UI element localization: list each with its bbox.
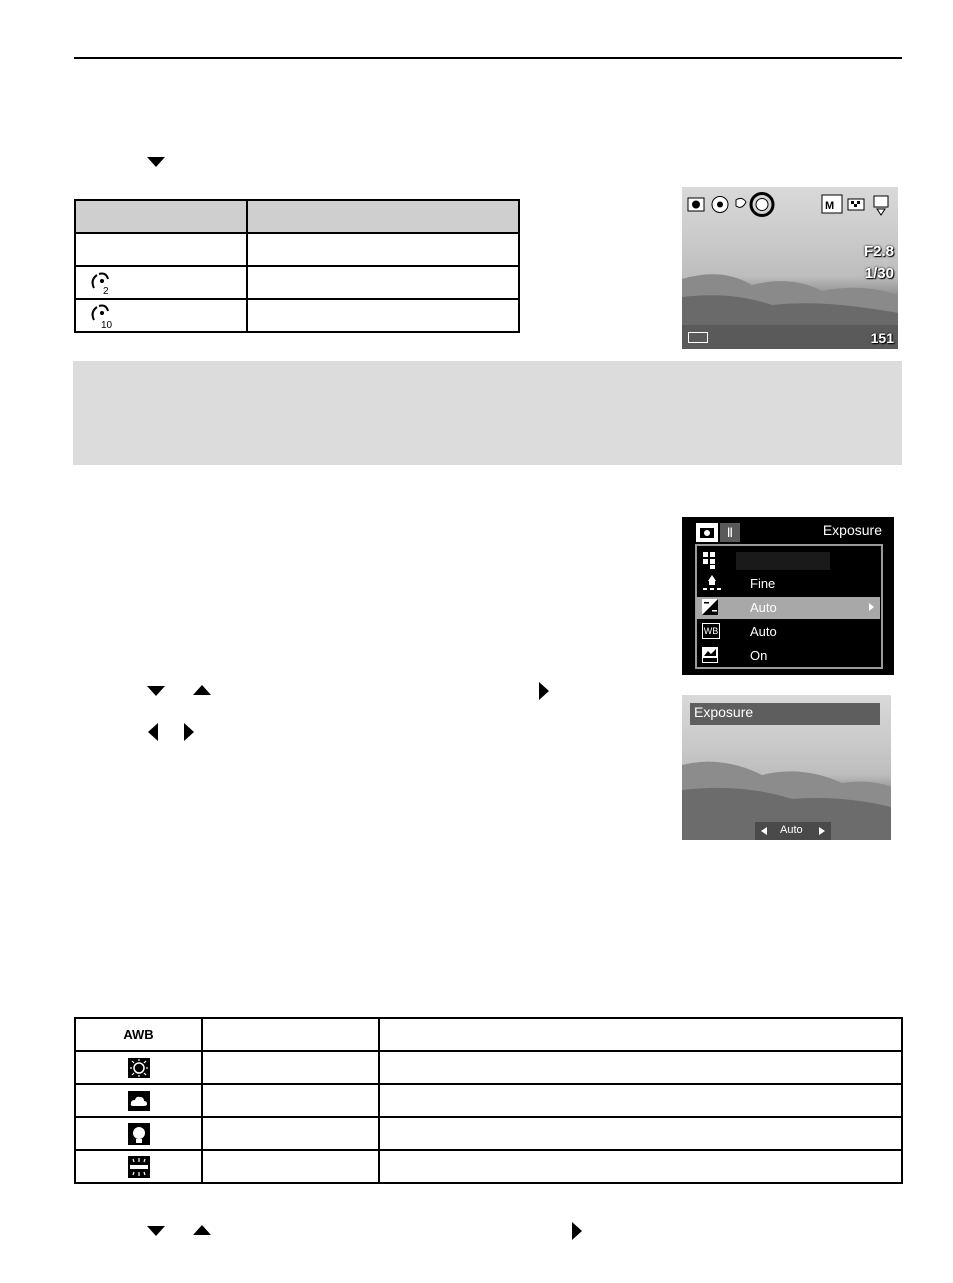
menu-item-quality[interactable] xyxy=(694,573,880,595)
table-cell xyxy=(75,1018,202,1051)
svg-text:M: M xyxy=(825,200,835,212)
cloud-icon xyxy=(128,1091,150,1111)
shutter-readout: 1/30 xyxy=(864,265,894,282)
table-cell xyxy=(75,299,247,332)
white-balance-table xyxy=(74,1017,903,1184)
table-header-cell xyxy=(247,200,519,233)
table-cell xyxy=(202,1084,379,1117)
osd-top-icons xyxy=(686,192,896,218)
table-header-cell xyxy=(75,200,247,233)
table-cell xyxy=(247,233,519,266)
image-size-icon xyxy=(702,551,718,567)
right-arrow-icon xyxy=(539,682,549,700)
setup-tab-icon[interactable]: Ⅱ xyxy=(720,523,740,542)
table-cell xyxy=(202,1117,379,1150)
menu-item-value: On xyxy=(750,648,768,663)
table-cell xyxy=(379,1117,902,1150)
right-arrow-icon xyxy=(184,723,194,741)
camera-liveview-screen xyxy=(682,187,898,349)
camera-menu-screen xyxy=(682,517,894,675)
note-box xyxy=(73,361,902,465)
right-arrow-icon xyxy=(572,1222,582,1240)
menu-item-image-size[interactable] xyxy=(694,549,880,571)
table-row xyxy=(75,266,519,299)
table-row xyxy=(75,299,519,332)
table-row xyxy=(75,1084,902,1117)
increase-arrow-icon[interactable] xyxy=(819,827,825,835)
down-arrow-icon xyxy=(147,157,165,167)
table-cell xyxy=(247,299,519,332)
table-row xyxy=(75,1051,902,1084)
menu-item-exposure-selected[interactable] xyxy=(696,597,880,619)
table-cell xyxy=(75,1084,202,1117)
table-cell xyxy=(75,1117,202,1150)
table-cell xyxy=(202,1150,379,1183)
table-cell xyxy=(202,1018,379,1051)
exposure-title: Exposure xyxy=(694,704,754,720)
awb-icon: AWB xyxy=(123,1026,154,1042)
top-rule xyxy=(74,57,902,59)
table-cell xyxy=(202,1051,379,1084)
sun-icon xyxy=(128,1058,150,1078)
submenu-arrow-icon xyxy=(869,603,874,611)
menu-item-white-balance[interactable] xyxy=(694,621,880,643)
decrease-arrow-icon[interactable] xyxy=(761,827,767,835)
menu-item-value: Auto xyxy=(750,624,777,639)
table-row xyxy=(75,233,519,266)
menu-item-value: Fine xyxy=(750,576,776,591)
tungsten-icon xyxy=(128,1123,150,1145)
down-arrow-icon xyxy=(147,1226,165,1236)
battery-icon xyxy=(688,332,708,343)
exposure-adjust-screen xyxy=(682,695,891,840)
left-arrow-icon xyxy=(148,723,158,741)
table-cell xyxy=(379,1084,902,1117)
date-stamp-icon xyxy=(702,647,718,663)
table-cell xyxy=(75,1051,202,1084)
down-arrow-icon xyxy=(147,686,165,696)
table-row xyxy=(75,1150,902,1183)
image-size-value-field xyxy=(736,552,830,570)
selftimer-10s-icon xyxy=(88,302,118,330)
table-cell xyxy=(379,1018,902,1051)
svg-text:10: 10 xyxy=(101,319,113,330)
shots-remaining: 151 xyxy=(870,330,894,346)
table-cell xyxy=(247,266,519,299)
table-row xyxy=(75,1018,902,1051)
up-arrow-icon xyxy=(193,1225,211,1235)
selftimer-table xyxy=(74,199,520,333)
table-cell xyxy=(379,1051,902,1084)
table-cell xyxy=(75,266,247,299)
table-row xyxy=(75,1117,902,1150)
up-arrow-icon xyxy=(193,685,211,695)
menu-item-date-stamp[interactable] xyxy=(694,645,880,667)
menu-item-value: Auto xyxy=(750,600,777,615)
quality-icon xyxy=(702,575,718,591)
exposure-icon xyxy=(702,599,718,615)
selftimer-2s-icon xyxy=(88,270,116,296)
table-cell xyxy=(75,233,247,266)
table-header-row xyxy=(75,200,519,233)
camera-tab-icon[interactable] xyxy=(696,523,718,542)
table-cell xyxy=(75,1150,202,1183)
white-balance-icon: WB xyxy=(702,623,720,639)
svg-text:2: 2 xyxy=(103,285,109,296)
fluorescent-icon xyxy=(128,1156,150,1178)
aperture-readout: F2.8 xyxy=(863,243,894,260)
exposure-value: Auto xyxy=(780,824,803,836)
exposure-value-selector[interactable] xyxy=(755,822,831,840)
table-cell xyxy=(379,1150,902,1183)
menu-title: Exposure xyxy=(822,522,882,538)
